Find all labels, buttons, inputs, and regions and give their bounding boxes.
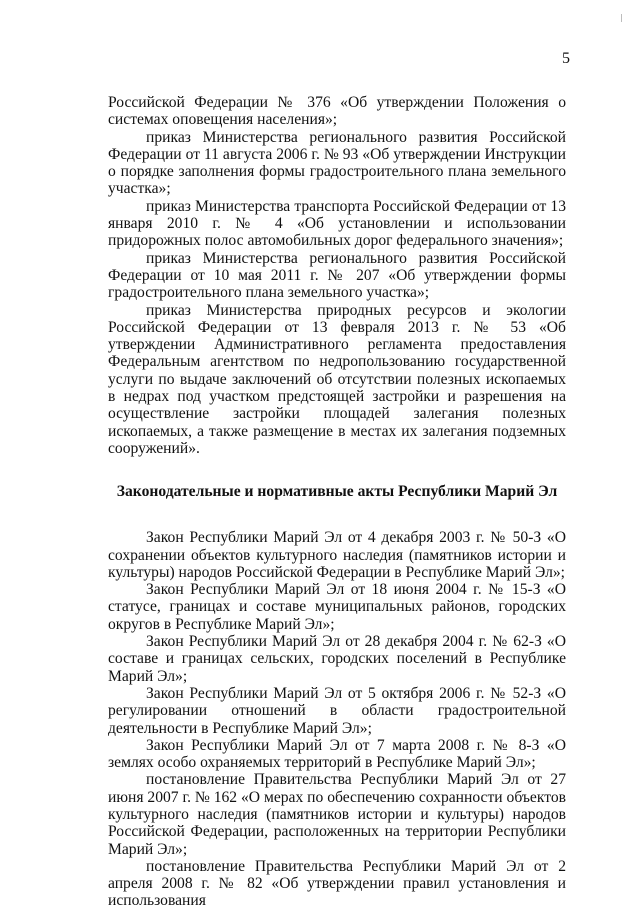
scan-mark: [621, 14, 622, 22]
paragraph-law-15z: Закон Республики Марий Эл от 18 июня 2004 г. № 15-З «О статусе, границах и составе муниципальных районов, городских округов в Республике Марий Эл»;: [108, 581, 566, 633]
paragraph-federal-act-376: Российской Федерации № 376 «Об утверждении Положения о системах оповещения населения»;: [108, 94, 566, 129]
paragraph-law-8z: Закон Республики Марий Эл от 7 марта 2008 г. № 8-З «О землях особо охраняемых территорий в Республике Марий Эл»;: [108, 736, 566, 772]
paragraph-resolution-162: постановление Правительства Республики Марий Эл от 27 июня 2007 г. № 162 «О мерах по обеспечению сохранности объектов культурного наследия (памятников истории и культуры) народов Российской Федерации, расположенных на территории Республики Марий Эл»;: [108, 771, 566, 858]
paragraph-minprirody-order-53: приказ Министерства природных ресурсов и экологии Российской Федерации от 13 февраля 2013 г. № 53 «Об утверждении Административного регламента предоставления Федеральным агентством по недропользованию государственной услуги по выдаче заключений об отсутствии полезных ископаемых в недрах под участком предстоящей застройки и разрешения на осуществление застройки площадей залегания полезных ископаемых, а также размещение в местах их залегания подземных сооружений».: [108, 301, 566, 457]
paragraph-resolution-82: постановление Правительства Республики Марий Эл от 2 апреля 2008 г. № 82 «Об утверждении правил установления и использования: [108, 857, 566, 910]
paragraph-mintrans-order-4: приказ Министерства транспорта Российской Федерации от 13 января 2010 г. № 4 «Об установлении и использовании придорожных полос автомобильных дорог федерального значения»;: [108, 197, 566, 250]
paragraph-law-52z: Закон Республики Марий Эл от 5 октября 2006 г. № 52-З «О регулировании отношений в области градостроительной деятельности в Республике Марий Эл»;: [108, 684, 566, 737]
document-body: [108, 94, 566, 910]
paragraph-minregion-order-93: приказ Министерства регионального развития Российской Федерации от 11 августа 2006 г. № 93 «Об утверждении Инструкции о порядке заполнения формы градостроительного плана земельного участка»;: [108, 128, 566, 198]
section-heading: Законодательные и нормативные акты Республики Марий Эл: [116, 483, 558, 501]
paragraph-law-50z: Закон Республики Марий Эл от 4 декабря 2003 г. № 50-З «О сохранении объектов культурного наследия (памятников истории и культуры) народов Российской Федерации в Республике Марий Эл»;: [108, 529, 566, 581]
paragraph-law-62z: Закон Республики Марий Эл от 28 декабря 2004 г. № 62-З «О составе и границах сельских, городских поселений в Республике Марий Эл»;: [108, 633, 566, 685]
page-number: 5: [562, 50, 570, 67]
paragraph-minregion-order-207: приказ Министерства регионального развития Российской Федерации от 10 мая 2011 г. № 207 «Об утверждении формы градостроительного плана земельного участка»;: [108, 249, 566, 302]
